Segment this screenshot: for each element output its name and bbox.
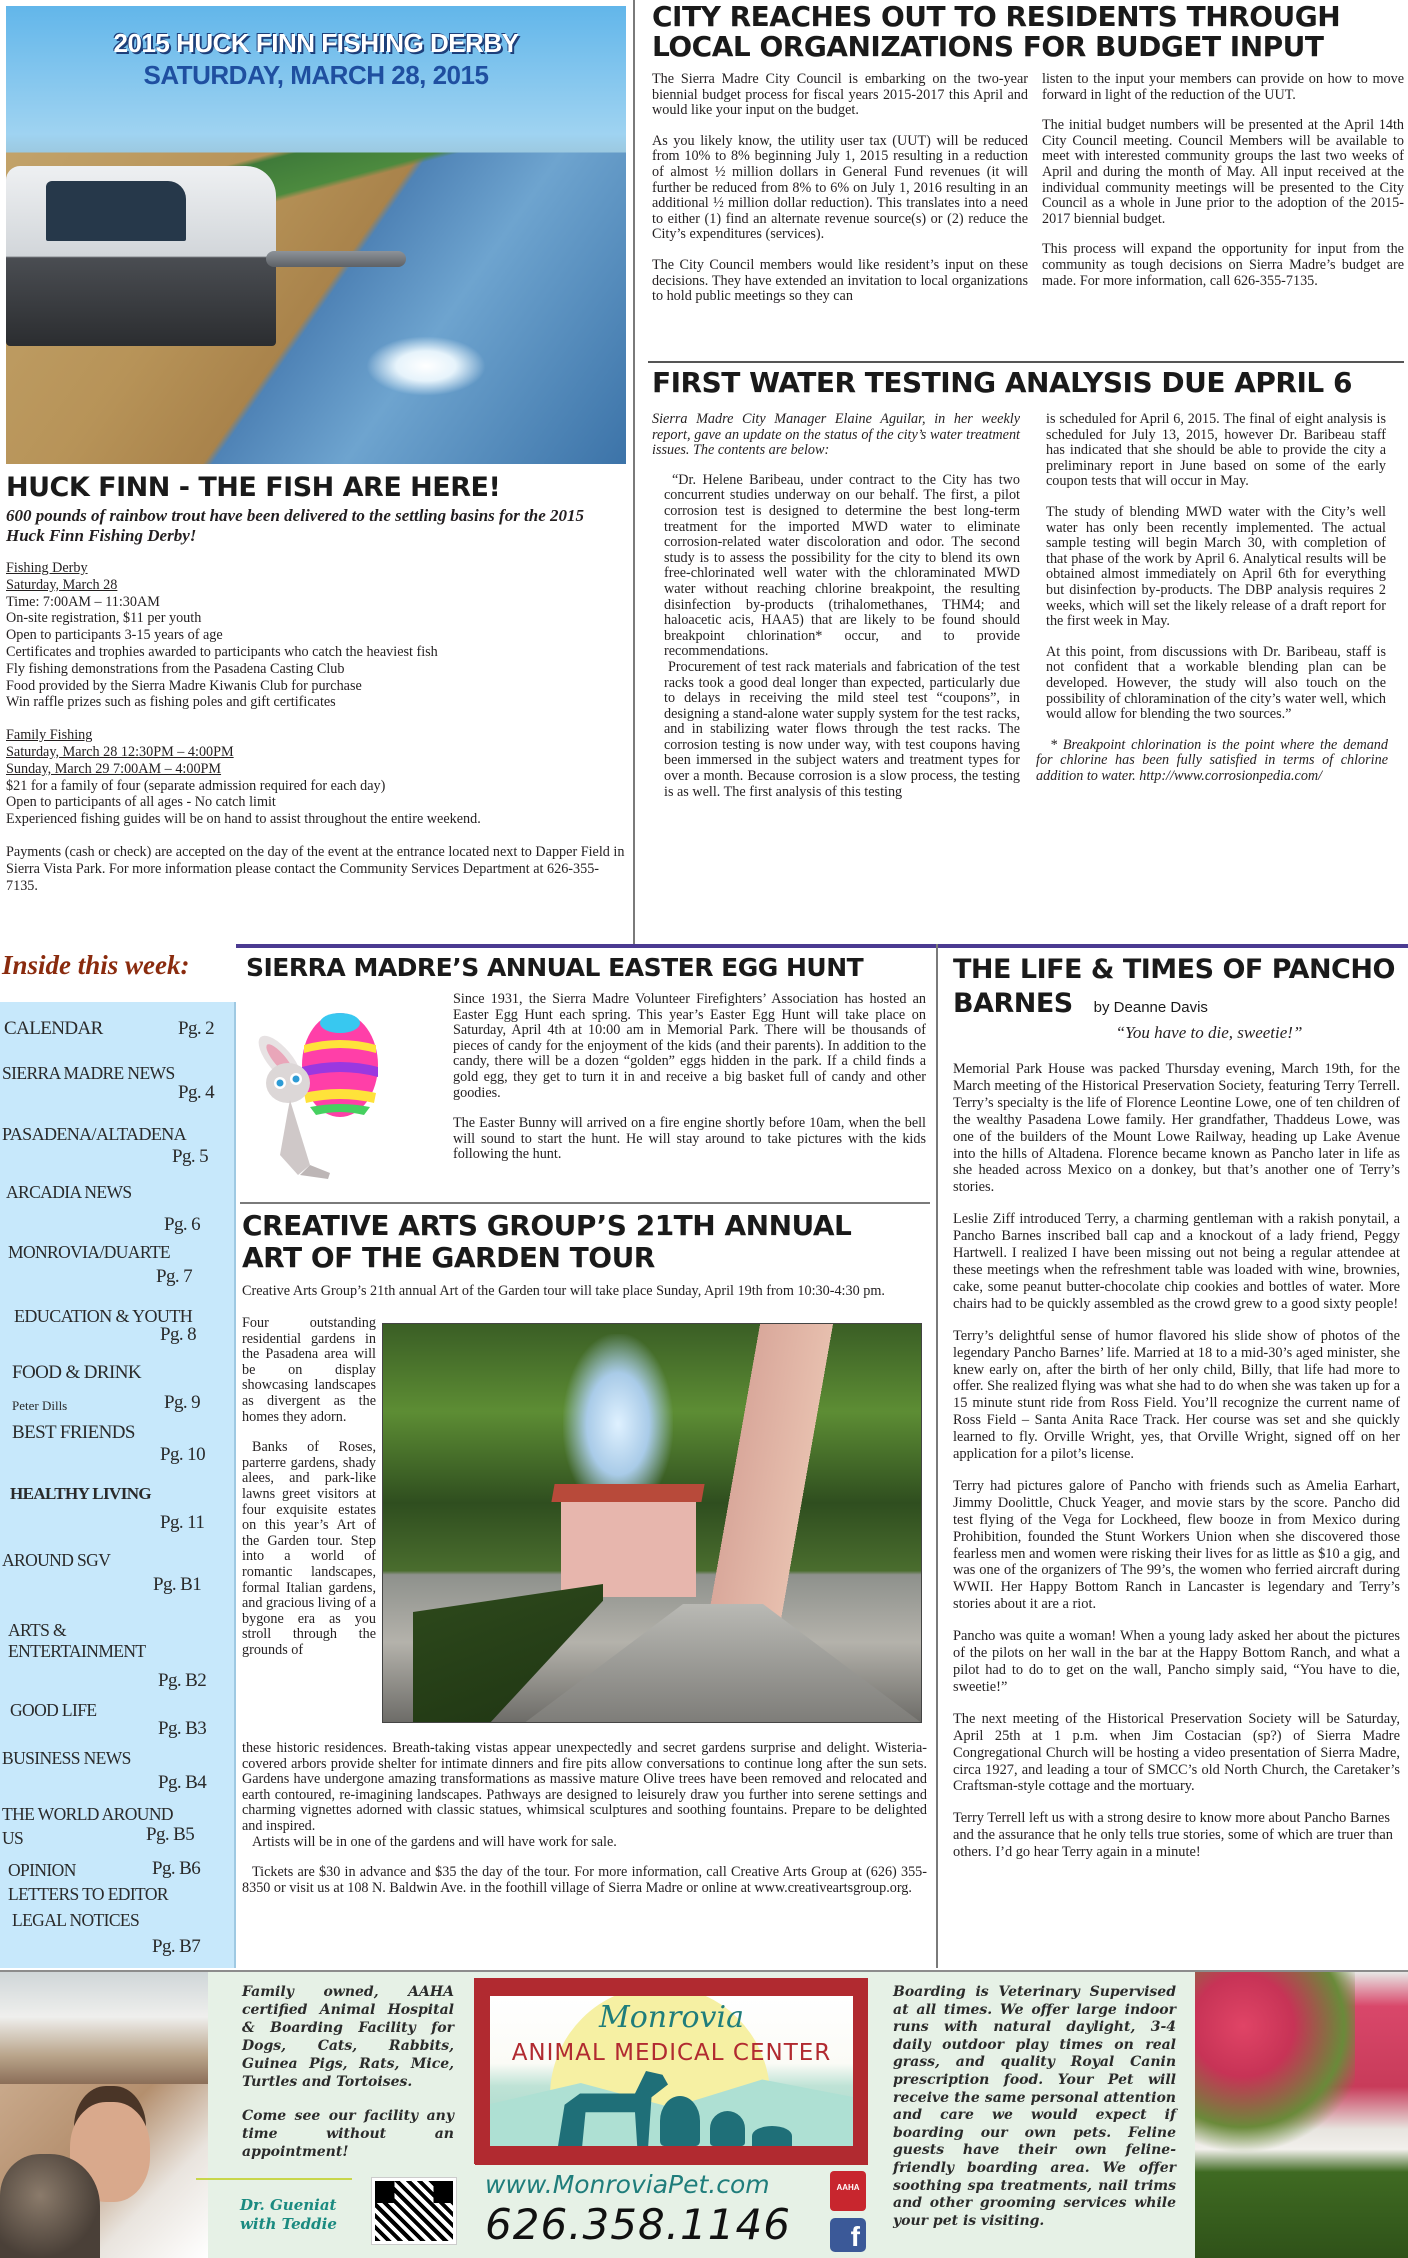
index-page: Pg. B1	[153, 1574, 202, 1595]
truck-window-graphic	[46, 181, 186, 241]
column-divider	[633, 0, 635, 944]
derby-line: Fly fishing demonstrations from the Pasadena Casting Club	[6, 660, 345, 677]
logo-script: Monrovia	[599, 2000, 744, 2035]
pancho-headline-line: THE LIFE & TIMES OF PANCHO	[953, 954, 1395, 985]
index-item-pasadena-altadena[interactable]: PASADENA/ALTADENA	[2, 1124, 187, 1144]
index-subtitle: Peter Dills	[12, 1398, 68, 1413]
ad-right-text: Boarding is Veterinary Supervised at all times. We offer large indoor runs with natural daylight, 3-4 daily outdoor play times on real grass, and quality Royal Canin prescription food. Your Pet will receive the same personal attention and care we would expect if boarding our own pets. Feline guests have their own feline-friendly boarding area. We offer soothing spa treatments, nail trims and other grooming services while your pet is visiting.	[893, 1984, 1176, 2229]
family-fishing-date: Sunday, March 29 7:00AM – 4:00PM	[6, 760, 222, 777]
derby-photo	[6, 6, 626, 464]
derby-line: Time: 7:00AM – 11:30AM	[6, 593, 160, 610]
paragraph: Memorial Park House was packed Thursday evening, March 19th, for the March meeting of the Historical Preservation Society, featuring Terry Terrell. Terry’s specialty is the life of Florence Leontine Lowe, one of ten children of the wealthy Pasadena Lowe family. Her grandfather, Thaddeus Lowe, was one of the builders of the Mount Lowe Railway, heading up Lake Avenue into the hills of Altadena. Florence became known as Pancho later in life as she headed across Mexico on a donkey, but that’s another one of Terry’s stories.	[953, 1061, 1400, 1196]
cat-silhouette-icon	[660, 2096, 700, 2146]
index-page: Pg. 4	[178, 1082, 215, 1103]
index-page: Pg. 8	[160, 1324, 197, 1345]
section-rule-purple	[236, 944, 1408, 948]
index-item-arts-entertainment[interactable]: ARTS & ENTERTAINMENT	[8, 1620, 146, 1661]
bougainvillea-graphic	[1195, 1972, 1355, 2152]
budget-headline-line: CITY REACHES OUT TO RESIDENTS THROUGH	[652, 0, 1341, 33]
logo-title: ANIMAL MEDICAL CENTER	[511, 2040, 832, 2066]
ad-services: Family owned, AAHA certified Animal Hospital & Boarding Facility for Dogs, Cats, Rabbits, Guinea Pigs, Rats, Mice, Turtles and Tortoises.	[242, 1984, 454, 2090]
ad-visit-note: Come see our facility any time without an appointment!	[242, 2108, 454, 2160]
paragraph: The Sierra Madre City Council is embarking on the two-year biennial budget process for fiscal years 2015-2017 this April and would like your input on the budget.	[652, 71, 1028, 119]
garden-lead: Creative Arts Group’s 21th annual Art of the Garden tour will take place Sunday, April 19th from 10:30-4:30 pm.	[242, 1283, 885, 1299]
index-item-business-news[interactable]: BUSINESS NEWS	[2, 1748, 131, 1768]
pipe-graphic	[266, 251, 406, 267]
rabbit-silhouette-icon	[710, 2111, 745, 2146]
index-page: Pg. 5	[172, 1146, 209, 1167]
ad-left-text	[242, 1983, 454, 2161]
index-page: Pg. 11	[160, 1512, 205, 1533]
roof-graphic	[551, 1484, 704, 1502]
water-col-2	[1036, 411, 1396, 800]
derby-line: Win raffle prizes such as fishing poles and gift certificates	[6, 694, 336, 711]
index-page: Pg. 7	[156, 1266, 193, 1287]
index-page: Pg. 6	[164, 1214, 201, 1235]
qr-code-icon[interactable]	[372, 2178, 456, 2244]
budget-headline	[652, 2, 1404, 62]
easter-bunny-icon	[250, 1005, 390, 1180]
derby-photo-date: SATURDAY, MARCH 28, 2015	[143, 60, 489, 90]
section-rule	[240, 1202, 930, 1204]
index-page: Pg. B7	[152, 1936, 201, 1957]
pancho-pull-quote: “You have to die, sweetie!”	[1115, 1023, 1303, 1042]
pancho-headline	[953, 953, 1405, 1025]
family-fishing-heading: Family Fishing	[6, 727, 93, 744]
budget-col-1	[652, 72, 1028, 305]
splash-graphic	[366, 336, 486, 396]
index-page: Pg. 9	[164, 1392, 201, 1413]
budget-article	[652, 2, 1404, 305]
paragraph: “Dr. Helene Baribeau, under contract to the City has two concurrent studies underway on our behalf. The first, a pilot corrosion test is designed to determine the best long-term treatment for the imported MWD water to eliminate corrosion-related water discoloration and odor. The second study is to assess the possibility for the city to blend its own free-chlorinated well water with the chloraminated MWD water without reaching chlorine breakpoint, the resulting disinfection by-products (trihalomethanes, THM4; and haloacetic acis, HAA5) that are likely to be found should breakpoint chlorination* occur, and to provide recommendations.	[664, 471, 1020, 660]
derby-line: Food provided by the Sierra Madre Kiwanis Club for purchase	[6, 677, 362, 694]
index-page: Pg. B4	[158, 1772, 207, 1793]
family-fishing-date: Saturday, March 28 12:30PM – 4:00PM	[6, 743, 234, 760]
index-item-opinion[interactable]: OPINION	[8, 1860, 76, 1880]
derby-line: Open to participants 3-15 years of age	[6, 627, 223, 644]
water-headline: FIRST WATER TESTING ANALYSIS DUE APRIL 6	[652, 366, 1352, 399]
pancho-headline-line: BARNES	[953, 988, 1073, 1019]
paragraph: is scheduled for April 6, 2015. The final of eight analysis is scheduled for July 13, 2015, however Dr. Baribeau staff has indicated that she should be able to provide the city a preliminary report in June based on some of the early coupon tests that will occur in May.	[1046, 411, 1386, 490]
paragraph: Leslie Ziff introduced Terry, a charming gentleman with a rakish ponytail, a Pancho Barnes inscribed ball cap and a knockout of a lady friend, Peggy Hartwell. I realized I have been missing out not being a regular attendee at these meetings when the refreshment table was loaded with wine, brownies, cake, some peanut butter-chocolate chip cookies and bottles of water. More chairs had to be quickly assembled as the crowd grew to a good sixty people!	[953, 1211, 1400, 1312]
paragraph: Since 1931, the Sierra Madre Volunteer Firefighters’ Association has hosted an Easter Egg Hunt each spring. This year’s Easter Egg Hunt will take place on Saturday, April 4th at 10:00 am in Memorial Park. There will be thousands of pieces of candy for the enjoyment of the kids (and their parents). In addition to the candy, there will be a dozen “golden” eggs hidden in the park. If a child finds a gold egg, they get to turn it in and receive a big basket full of candy and other goodies.	[453, 991, 926, 1101]
index-item-monrovia-duarte[interactable]: MONROVIA/DUARTE	[8, 1242, 171, 1262]
derby-photo-title: 2015 HUCK FINN FISHING DERBY	[113, 28, 519, 58]
index-page: Pg. B6	[152, 1858, 201, 1879]
clinic-storefront-photo	[0, 1972, 208, 2084]
paragraph: The next meeting of the Historical Preservation Society will be Saturday, April 25th at 1 p.m. when Jim Costacian (sp?) of Sierra Madre Congregational Church will be hosting a video presentation of Sierra Madre, circa 1927, and leading a tour of SMCC’s old North Church, the Caretaker’s Craftsman-style cottage and the mortuary.	[953, 1710, 1400, 1795]
budget-col-2	[1042, 72, 1404, 305]
index-item-arcadia-news[interactable]: ARCADIA NEWS	[6, 1182, 132, 1202]
index-page: Pg. B3	[158, 1718, 207, 1739]
huck-finn-article	[6, 472, 626, 894]
facebook-icon[interactable]: f	[830, 2218, 866, 2252]
easter-headline: SIERRA MADRE’S ANNUAL EASTER EGG HUNT	[246, 953, 864, 982]
payments-info: Payments (cash or check) are accepted on the day of the event at the entrance located next to Dapper Field in Sierra Vista Park. For more information please contact the Community Services Department at 626-355-7135.	[6, 843, 625, 894]
huck-finn-deck: 600 pounds of rainbow trout have been delivered to the settling basins for the 2015 Huck Finn Fishing Derby!	[6, 506, 585, 545]
garden-headline	[242, 1210, 851, 1274]
paragraph: This process will expand the opportunity for input from the community as tough decisions on Sierra Madre’s budget are made. For more information, call 626-355-7135.	[1042, 241, 1404, 289]
inside-index	[0, 1002, 236, 1968]
garden-side-text	[242, 1316, 376, 1658]
index-page: Pg. 2	[178, 1018, 215, 1039]
garden-photo	[382, 1323, 922, 1723]
section-rule	[648, 361, 1404, 363]
water-col-1	[652, 412, 1022, 800]
index-item-around-sgv[interactable]: AROUND SGV	[2, 1550, 111, 1570]
house-graphic	[561, 1502, 696, 1597]
paragraph: Four outstanding residential gardens in the Pasadena area will be on display showcasing landscapes as divergent as the homes they adorn.	[242, 1315, 376, 1425]
aaha-badge-icon: AAHA	[830, 2171, 866, 2211]
budget-headline-line: LOCAL ORGANIZATIONS FOR BUDGET INPUT	[652, 30, 1324, 63]
index-item-good-life[interactable]: GOOD LIFE	[10, 1700, 97, 1720]
photo-caption: Dr. Gueniat with Teddie	[240, 2196, 337, 2233]
index-page: Pg. B5	[146, 1824, 195, 1845]
inside-title: Inside this week:	[2, 950, 190, 980]
garden-body	[242, 1741, 927, 1896]
paragraph: The City Council members would like resident’s input on these decisions. They have extended an invitation to local organizations to hold public meetings so they can	[652, 256, 1028, 305]
paragraph: Banks of Roses, parterre gardens, shady alees, and park-like lawns greet visitors at four exquisite estates on this year’s Art of the Garden tour. Step into a world of romantic landscapes, formal Italian gardens, and gracious living of a bygone era as you stroll through the grounds of	[242, 1439, 376, 1658]
index-item-healthy-living[interactable]: HEALTHY LIVING	[10, 1484, 152, 1503]
pancho-article	[953, 953, 1405, 1861]
easter-body	[453, 992, 926, 1163]
paragraph: Procurement of test rack materials and fabrication of the test racks took a good deal longer than expected, particularly due to delays in receiving the mild steel test “coupons”, in designing a stand-alone water supply system for the test racks, and in stabilizing water flows through the test racks. The corrosion testing is now under way, with test coupons having been immersed in the subject waters and treatment types for over a month. Because corrosion is a slow process, the testing is as well. The first analysis of this testing	[664, 658, 1020, 800]
index-page: Pg. B2	[158, 1670, 207, 1691]
pancho-byline: by Deanne Davis	[1093, 999, 1208, 1016]
index-item-calendar[interactable]: CALENDAR	[4, 1018, 103, 1039]
turtle-silhouette-icon	[752, 2126, 792, 2146]
paragraph: Tickets are $30 in advance and $35 the day of the tour. For more information, call Creative Arts Group at (626) 355-8350 or visit us at 108 N. Baldwin Ave. in the foothill village of Sierra Madre or online at www.creativeartsgroup.org.	[242, 1864, 927, 1896]
clinic-logo	[490, 1996, 853, 2146]
family-line: Open to participants of all ages - No catch limit	[6, 794, 276, 811]
paragraph: Terry had pictures galore of Pancho with friends such as Amelia Earhart, Jimmy Doolittle, Chuck Yeager, and movie stars by the score. Pancho did test flying of the Vega for Lockheed, flew booze in from Mexico during Prohibition, founded the Stunt Workers Union when she discovered those fearless men and women were risking their lives for as little as $10 a gig, and was one of the organizers of The 99’s, the women who ferried aircraft during WWII. Her Happy Bottom Ranch in Lancaster is legendary and Terry’s stories about it are a riot.	[953, 1477, 1400, 1613]
huck-finn-body	[6, 560, 626, 894]
water-article	[652, 366, 1404, 800]
family-line: Experienced fishing guides will be on hand to assist throughout the entire weekend.	[6, 811, 481, 828]
index-page: Pg. 10	[160, 1444, 205, 1465]
paragraph: Terry’s delightful sense of humor flavored his slide show of photos of the legendary Pancho Barnes’ life. Married at 18 to a mid-30’s aged minister, she knew early on, after the birth of her only child, Billy, that life had more to offer. She realized flying was what she had to do when she was taken up for a 15 minute stunt ride from Ross Field. You’ll recognize the current name of Ross Field – Santa Anita Race Track. Her course was set and she quickly learned to fly. Orville Wright, yes, that Orville Wright, signed off on her application for a pilot’s license.	[953, 1327, 1400, 1463]
paragraph: The initial budget numbers will be presented at the April 14th City Council meeting. Council Members will be available to meet with interested community groups the last two weeks of April and during the month of May. All input received at the individual community meetings will be presented to the City Council as a whole in June prior to the adoption of the 2015-2017 biennial budget.	[1042, 117, 1404, 227]
paragraph: listen to the input your members can provide on how to move forward in light of the reduction of the UUT.	[1042, 71, 1404, 103]
column-divider	[936, 944, 938, 1968]
index-item-education-youth[interactable]: EDUCATION & YOUTH	[14, 1306, 193, 1326]
paragraph: The study of blending MWD water with the City’s well water has only been recently implemented. The actual sample testing will begin March 30, with completion of that phase of the work by April 6. Analytical results will be obtained almost immediately on April 6th for everything but disinfection by-products. The DBP analysis requires 2 weeks, which will set the likely release of a draft report for the first week in May.	[1046, 503, 1386, 630]
paragraph: Pancho was quite a woman! When a young lady asked her about the pictures of the pilots on her wall in the bar at the Happy Bottom Ranch, and what a pilot had to do to get on the wall, Pancho simply said, “You have to die, sweetie!”	[953, 1628, 1400, 1695]
paragraph: Terry Terrell left us with a strong desire to know more about Pancho Barnes and the assurance that he only tells true stories, some of which are truer than others. I’d go hear Terry again in a minute!	[953, 1810, 1393, 1861]
water-footnote: * Breakpoint chlorination is the point where the demand for chlorine has been fully satisfied in terms of chlorine addition to water. http://www.corrosionpedia.com/	[1036, 736, 1388, 784]
huck-finn-headline: HUCK FINN - THE FISH ARE HERE!	[6, 472, 501, 503]
water-intro: Sierra Madre City Manager Elaine Aguilar, in her weekly report, gave an update on the status of the city’s water treatment issues. The contents are below:	[652, 411, 1020, 459]
clinic-website-link[interactable]: www.MonroviaPet.com	[485, 2170, 770, 2199]
index-item-letters-to-editor[interactable]: LETTERS TO EDITOR	[8, 1884, 168, 1904]
derby-line: On-site registration, $11 per youth	[6, 610, 202, 627]
paragraph: Artists will be in one of the gardens and will have work for sale.	[252, 1833, 617, 1850]
index-item-world-around-us[interactable]: THE WORLD AROUND US	[2, 1804, 173, 1848]
derby-line: Certificates and trophies awarded to participants who catch the heaviest fish	[6, 643, 438, 660]
clinic-yard-photo	[1195, 1972, 1408, 2258]
divider-line	[196, 2178, 352, 2180]
garden-headline-line: CREATIVE ARTS GROUP’S 21TH ANNUAL	[242, 1209, 852, 1242]
fishing-derby-date: Saturday, March 28	[6, 576, 118, 593]
paragraph: As you likely know, the utility user tax (UUT) will be reduced from 10% to 8% beginning July 1, 2015 resulting in a reduction of almost ½ million dollars in General Fund revenues (it will further be reduced from 8% to 6% on July 1, 2016 resulting in an additional ½ million dollar reduction). This translates into a need to either (1) find an alternate revenue source(s) or (2) reduce the City’s expenditures (services).	[652, 132, 1028, 243]
vet-with-cat-photo	[0, 2084, 208, 2258]
clinic-phone[interactable]: 626.358.1146	[485, 2200, 791, 2249]
fishing-derby-heading: Fishing Derby	[6, 560, 88, 576]
paragraph: The Easter Bunny will arrived on a fire engine shortly before 10am, when the bell will sound to start the hunt. He will stay around to take pictures with the kids following the hunt.	[453, 1115, 926, 1163]
index-item-best-friends[interactable]: BEST FRIENDS	[12, 1422, 135, 1443]
paragraph: these historic residences. Breath-taking vistas appear unexpectedly and secret gardens surprise and delight. Wisteria-covered arbors provide shelter for intimate dinners and fire pits allow conversations to continue long after the sun sets. Gardens have undergone amazing transformations as massive mature Olive trees have been removed and relocated and earth contoured, re-imagining landscapes. Pathways are designed to leisurely draw you further into serene settings and charming vignettes adorned with classic statues, whimsical sculptures and soothing fountains. Prepare to be delighted and inspired.	[242, 1740, 927, 1834]
family-line: $21 for a family of four (separate admission required for each day)	[6, 777, 386, 794]
cat-graphic	[0, 2154, 100, 2258]
paragraph: At this point, from discussions with Dr. Baribeau, staff is not confident that a workable blending plan can be developed. However, the study will also touch on the possibility of chloramination of the city’s water well, which would allow for blending the two sources.”	[1046, 643, 1386, 723]
garden-headline-line: ART OF THE GARDEN TOUR	[242, 1241, 655, 1274]
index-item-legal-notices[interactable]: LEGAL NOTICES	[12, 1910, 140, 1930]
index-item-food-drink[interactable]: FOOD & DRINK	[12, 1362, 141, 1383]
index-item-sierra-madre-news[interactable]: SIERRA MADRE NEWS	[2, 1063, 175, 1083]
